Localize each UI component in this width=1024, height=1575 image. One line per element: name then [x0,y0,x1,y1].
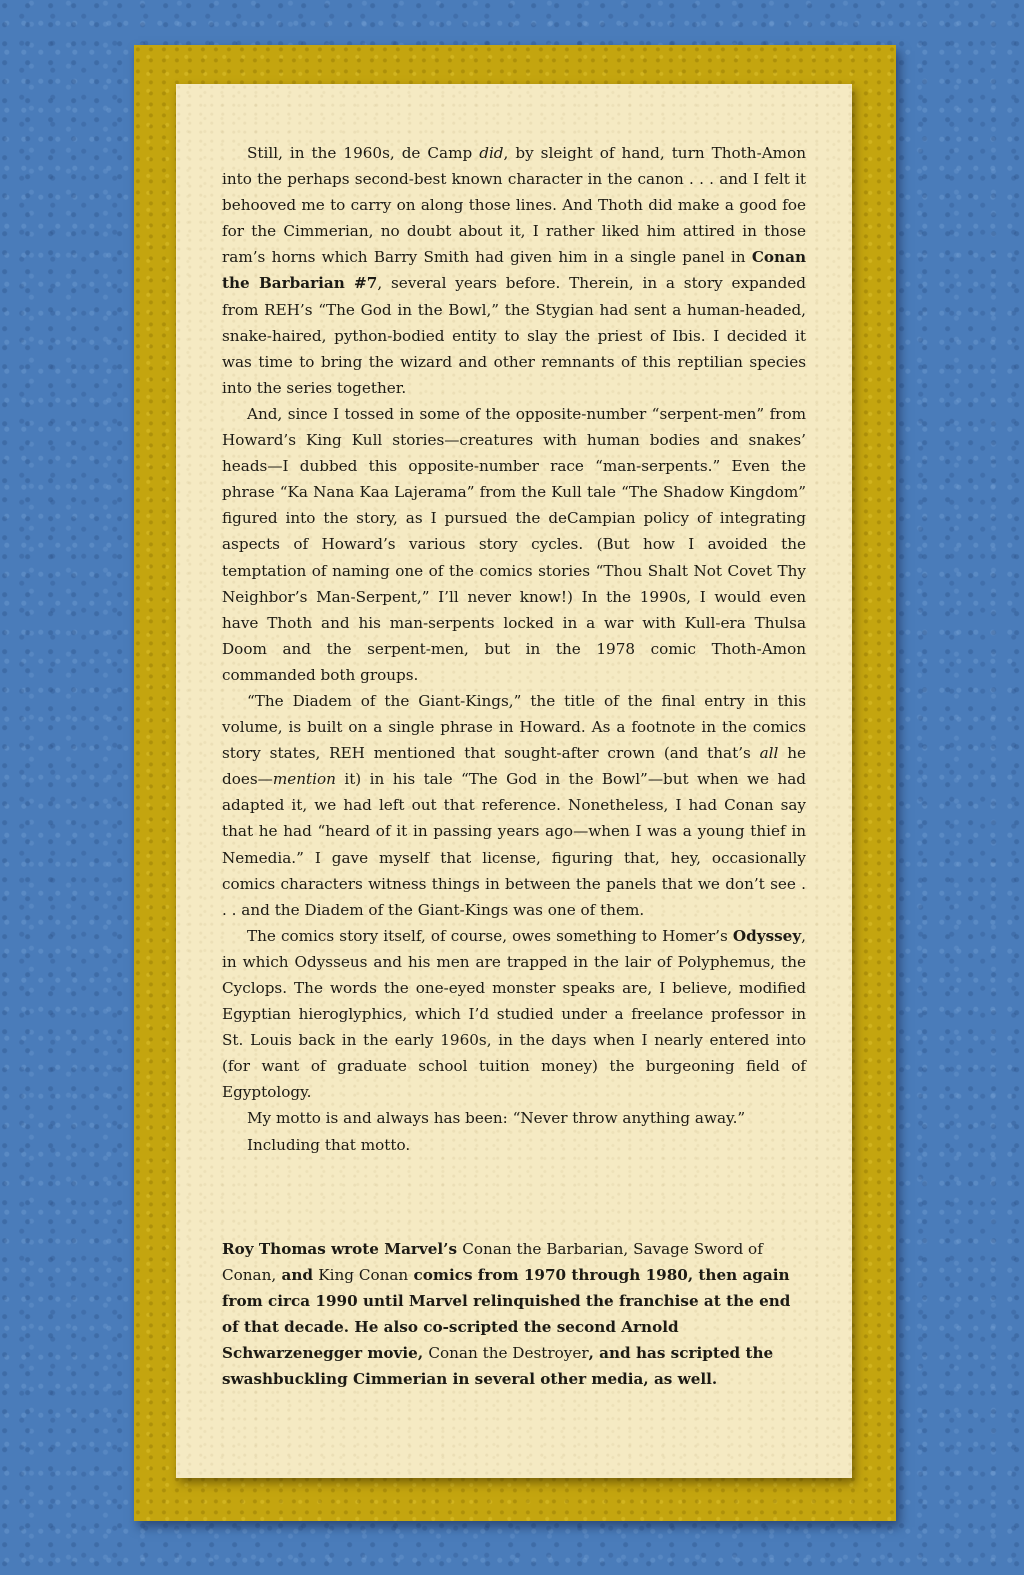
essay-paragraph [222,923,806,1106]
essay-paragraph: And, since I tossed in some of the opposite-number “serpent-men” from Howard’s King Kull stories—creatures with human bodies and snakes’ heads—I dubbed this opposite-number race “man-serpents.” Even the phrase “Ka Nana Kaa Lajerama” from the Kull tale “The Shadow Kingdom” figured into the story, as I pursued the deCampian policy of integrating aspects of Howard’s various story cycles. (But how I avoided the temptation of naming one of the comics stories “Thou Shalt Not Covet Thy Neighbor’s Man-Serpent,” I’ll never know!) In the 1990s, I would even have Thoth and his man-serpents locked in a war with Kull-era Thulsa Doom and the serpent-men, but in the 1978 comic Thoth-Amon commanded both groups. [222,404,806,684]
movie-title: Conan the Destroyer [428,1344,589,1363]
essay-paragraph: My motto is and always has been: “Never throw anything away.” [247,1109,746,1128]
bio-text: Roy Thomas wrote Marvel’s [222,1239,463,1258]
paragraph-text: , by sleight of hand, turn Thoth-Amon into the perhaps second-best known character in the canon . . . and I felt it behooved me to carry on along those lines. And Thoth did make a good foe for the Cimmerian, no doubt about it, I rather liked him attired in those ram’s horns which Barry Smith had given him in a single panel in [222,144,806,267]
series-title: King Conan [318,1265,409,1284]
book-title: Odyssey [732,926,802,945]
paragraph-text: , several years before. Therein, in a story expanded from REH’s “The God in the Bowl,” the Stygian had sent a human-headed, snake-haired, python-bodied entity to slay the priest of Ibis. I decided it was time to bring the wizard and other remnants of this reptilian species into the series together. [222,274,806,397]
paragraph-text: , in which Odysseus and his men are trapped in the lair of Polyphemus, the Cyclops. The words the one-eyed monster speaks are, I believe, modified Egyptian hieroglyphics, which I’d studied under a freelance professor in St. Louis back in the early 1960s, in the days when I nearly entered into (for want of graduate school tuition money) the burgeoning field of Egyptology. [222,926,806,1102]
bio-text: , and has scripted the swashbuckling Cimmerian in several other media, as well. [222,1344,774,1389]
bio-text: and [276,1265,319,1284]
bio-text: comics from 1970 through 1980, then again from circa 1990 until Marvel relinquished the franchise at the end of that decade. He also co-scripted the second Arnold Schwarzenegger movie, [222,1265,791,1363]
paragraph-text: Still, in the 1960s, de Camp [247,144,480,162]
author-bio [222,1236,806,1393]
emphasis-text: all [759,744,779,763]
comic-title: Conan the Barbarian #7 [222,248,806,293]
paragraph-text: “The Diadem of the Giant-Kings,” the title of the final entry in this volume, is built on a single phrase in Howard. As a footnote in the comics story states, REH mentioned that sought-after crown (and that’s [222,691,806,763]
paragraph-text: it) in his tale “The God in the Bowl”—but when we had adapted it, we had left out that reference. Nonetheless, I had Conan say that he had “heard of it in passing years ago—when I was a young thief in Nemedia.” I gave myself that license, figuring that, hey, occasionally comics characters witness things in between the panels that we don’t see . . . and the Diadem of the Giant-Kings was one of them. [222,770,806,919]
paragraph-text: he does— [222,744,806,789]
essay-paragraph [222,140,806,401]
series-title: Conan the Barbarian, Savage Sword of Conan, [222,1239,763,1284]
essay-paragraph: Including that motto. [247,1135,411,1154]
essay-body [222,140,806,1392]
essay-paragraph [222,688,806,923]
emphasis-text: mention [272,770,336,789]
paper-panel [176,84,852,1478]
emphasis-text: did [479,144,504,162]
paragraph-text: The comics story itself, of course, owes something to Homer’s [247,926,733,945]
